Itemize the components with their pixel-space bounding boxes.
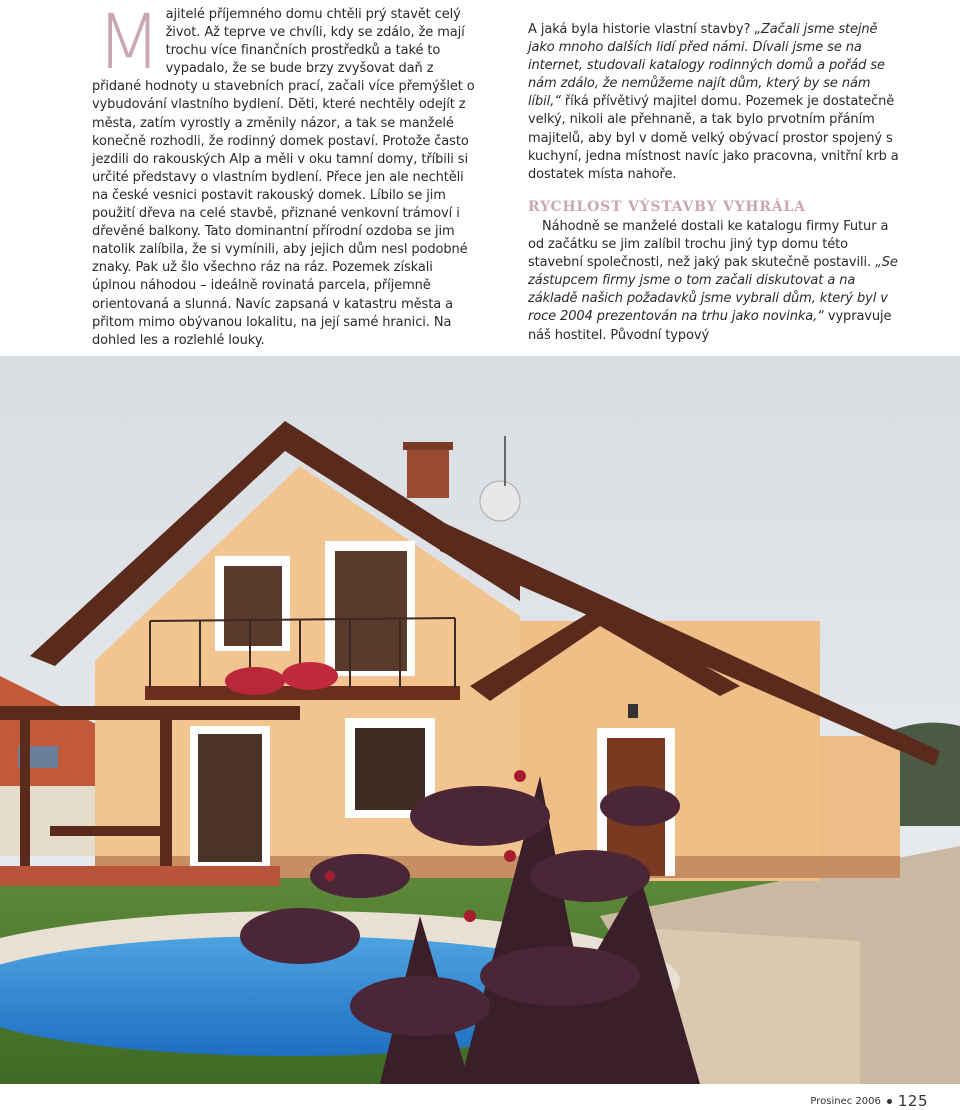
house-photo bbox=[0, 356, 960, 1084]
paragraph-text: říká přívětivý majitel domu. Pozemek je dostatečně velký, nikoli ale přehnaně, a tak bylo prvotním přáním majitelů, aby byl v domě velký obývací prostor spojený s kuchyní, jedna místnost navíc jako pracovna, vnitřní krb a dostatek místa nahoře. bbox=[528, 94, 899, 182]
section-heading: RYCHLOST VÝSTAVBY VYHRÁLA bbox=[528, 198, 806, 215]
article-paragraph bbox=[528, 218, 900, 345]
bullet-icon bbox=[887, 1099, 892, 1104]
article-column-right bbox=[528, 21, 900, 345]
issue-label: Prosinec 2006 bbox=[810, 1095, 881, 1107]
dropcap-letter: M bbox=[96, 0, 162, 86]
paragraph-text: vypravuje náš hostitel. Původní typový bbox=[528, 309, 892, 343]
article-paragraph bbox=[528, 21, 900, 184]
paragraph-text: ajitelé příjemného domu chtěli prý stavět celý život. Až teprve ve chvíli, kdy se zdálo, že mají trochu více finančních prostředků a také to vypadalo, že se bude brzy zvyšovat daň z přidané hodnoty u stavebních prací, začali více přemýšlet o vybudování vlastního bydlení. Děti, které nechtěly odejít z města, zatím vyrostly a změnily názor, a tak se manželé konečně rozhodli, že rodinný domek postaví. Protože často jezdili do rakouských Alp a měli v oku tamní domy, tříbili si určité představy o vlastním bydlení. Přece jen ale nechtěli na české vesnici postavit rakouský domek. Líbilo se jim použití dřeva na celé stavbě, přiznané venkovní trámoví i dřevěné balkony. Tato dominantní přírodní ozdoba se jim natolik zalíbila, že si vymínili, aby jejich dům nesl podobné znaky. Pak už šlo všechno ráz na ráz. Pozemek získali úplnou náhodou – ideálně rovinatá parcela, příjemně orientovaná a slunná. Navíc zapsaná v katastru města a přitom mimo obývanou lokalitu, na její samé hranici. Na dohled les a rozlehlé louky. bbox=[92, 7, 475, 348]
article-paragraph bbox=[92, 0, 478, 350]
page-number: 125 bbox=[897, 1092, 928, 1110]
quote-text: „Začali jsme stejně jako mnoho dalších lidí před námi. Dívali jsme se na internet, studovali katalogy rodinných domů a pořád se nám zdálo, že nemůžeme najít dům, který by se nám líbil,“ bbox=[528, 22, 885, 110]
page-footer bbox=[810, 1092, 928, 1110]
paragraph-text: A jaká byla historie vlastní stavby? bbox=[528, 22, 755, 37]
paragraph-text: Náhodně se manželé dostali ke katalogu firmy Futur a od začátku se jim zalíbil trochu jiný typ domu této stavební společnosti, než jaký pak skutečně postavili. bbox=[528, 218, 889, 271]
quote-text: „Se zástupcem firmy jsme o tom začali diskutovat a na základě našich požadavků jsme vybrali dům, který byl v roce 2004 prezentován na trhu jako novinka,“ bbox=[528, 255, 898, 325]
article-column-left bbox=[92, 0, 478, 350]
